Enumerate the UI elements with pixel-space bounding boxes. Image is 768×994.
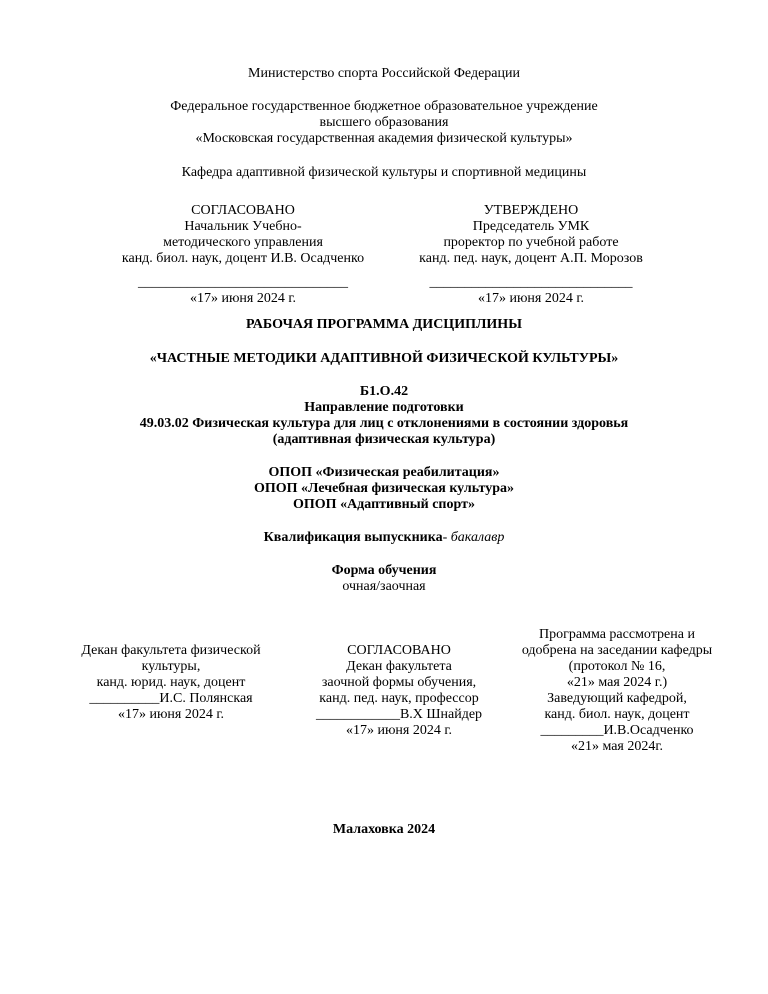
department-approval-block <box>512 627 722 755</box>
study-form-label: Форма обучения <box>331 563 437 578</box>
qualification <box>0 530 768 546</box>
approval-right-block <box>396 203 666 307</box>
department-name <box>0 165 768 181</box>
study-form-value: очная/заочная <box>342 579 426 594</box>
department-approval-line: «21» мая 2024 г.) <box>566 675 668 690</box>
department-approval-date: «21» мая 2024г. <box>570 739 664 754</box>
institution-line: Федеральное государственное бюджетное образовательное учреждение <box>170 99 598 114</box>
discipline-code: Б1.О.42 <box>359 384 409 399</box>
direction-subtitle: (адаптивная физическая культура) <box>272 432 496 447</box>
correspondence-dean-signature: ____________В.Х Шнайдер <box>315 707 483 722</box>
discipline-title-text: «ЧАСТНЫЕ МЕТОДИКИ АДАПТИВНОЙ ФИЗИЧЕСКОЙ КУЛЬТУРЫ» <box>149 351 619 366</box>
dean-signature: __________И.С. Полянская <box>89 691 253 706</box>
approval-right-title: УТВЕРЖДЕНО <box>483 203 579 218</box>
correspondence-dean-line: канд. пед. наук, профессор <box>319 691 479 706</box>
opop-block <box>0 465 768 513</box>
city-year-text: Малаховка 2024 <box>332 822 436 837</box>
approval-right-line: проректор по учебной работе <box>443 235 619 250</box>
approval-left-line: канд. биол. наук, доцент И.В. Осадченко <box>121 251 365 266</box>
approval-right-signature-line: _____________________________ <box>429 275 633 290</box>
ministry-name <box>0 66 768 82</box>
opop-item: ОПОП «Адаптивный спорт» <box>293 497 475 512</box>
approval-left-signature-line: ______________________________ <box>138 275 348 290</box>
correspondence-dean-line: заочной формы обучения, <box>321 675 477 690</box>
department-approval-line: Заведующий кафедрой, <box>547 691 687 706</box>
approval-left-date: «17» июня 2024 г. <box>189 291 297 306</box>
correspondence-dean-title: СОГЛАСОВАНО <box>347 643 451 658</box>
approval-left-title: СОГЛАСОВАНО <box>191 203 295 218</box>
approval-left-line: методического управления <box>163 235 323 250</box>
dean-physical-culture-block <box>60 643 282 723</box>
institution-line: высшего образования <box>319 115 449 130</box>
approval-right-line: канд. пед. наук, доцент А.П. Морозов <box>419 251 643 266</box>
department-approval-line: одобрена на заседании кафедры <box>521 643 713 658</box>
department-head-signature: _________И.В.Осадченко <box>540 723 694 738</box>
dean-date: «17» июня 2024 г. <box>117 707 225 722</box>
program-title-text: РАБОЧАЯ ПРОГРАММА ДИСЦИПЛИНЫ <box>246 317 522 332</box>
opop-item: ОПОП «Лечебная физическая культура» <box>253 481 515 496</box>
department-approval-line: Программа рассмотрена и <box>539 627 695 642</box>
department-approval-line: канд. биол. наук, доцент <box>544 707 690 722</box>
institution-name <box>0 99 768 147</box>
dean-line: культуры, <box>141 659 201 674</box>
approval-right-date: «17» июня 2024 г. <box>477 291 585 306</box>
department-approval-line: (протокол № 16, <box>568 659 666 674</box>
ministry-text: Министерство спорта Российской Федерации <box>248 66 520 81</box>
correspondence-dean-line: Декан факультета <box>346 659 452 674</box>
direction-text: 49.03.02 Физическая культура для лиц с отклонениями в состоянии здоровья <box>139 416 629 431</box>
department-text: Кафедра адаптивной физической культуры и спортивной медицины <box>181 165 587 180</box>
direction-block <box>0 384 768 448</box>
direction-label: Направление подготовки <box>304 400 464 415</box>
study-form <box>0 563 768 595</box>
dean-correspondence-block <box>296 643 502 739</box>
discipline-title <box>0 351 768 367</box>
approval-left-line: Начальник Учебно- <box>184 219 302 234</box>
qualification-value: - бакалавр <box>442 530 505 545</box>
program-title <box>0 317 768 333</box>
city-year <box>0 822 768 838</box>
qualification-label: Квалификация выпускника <box>263 530 443 545</box>
approval-left-block <box>112 203 374 307</box>
correspondence-dean-date: «17» июня 2024 г. <box>345 723 453 738</box>
dean-line: Декан факультета физической <box>81 643 261 658</box>
institution-line: «Московская государственная академия физической культуры» <box>195 131 573 146</box>
approval-right-line: Председатель УМК <box>472 219 590 234</box>
opop-item: ОПОП «Физическая реабилитация» <box>268 465 500 480</box>
dean-line: канд. юрид. наук, доцент <box>96 675 246 690</box>
